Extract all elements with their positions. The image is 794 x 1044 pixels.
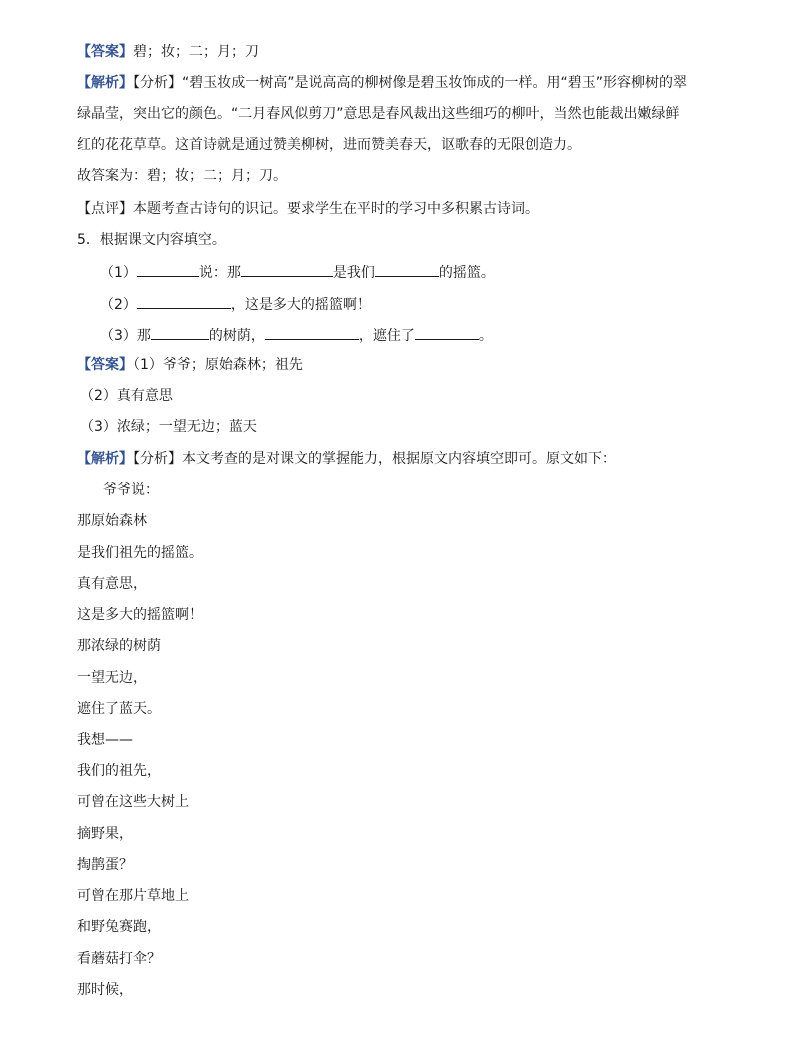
poem-line: 我们的祖先， bbox=[77, 763, 161, 779]
poem-line: 和野兔赛跑， bbox=[77, 919, 161, 935]
comment-tag: 【点评】 bbox=[77, 201, 133, 217]
q5-item-3-num: （3） bbox=[100, 328, 137, 344]
analysis-tag: 【解析】 bbox=[77, 75, 133, 91]
poem-line: 一望无边， bbox=[77, 670, 147, 686]
q4-analysis-line-1 bbox=[77, 73, 687, 93]
poem-line: 遮住了蓝天。 bbox=[77, 701, 161, 717]
poem-line: 可曾在这些大树上 bbox=[77, 794, 189, 810]
answer-tag: 【答案】 bbox=[77, 44, 133, 60]
q4-answer-line bbox=[77, 42, 259, 62]
analysis-sub-tag: 【分析】 bbox=[133, 75, 182, 91]
q5-item-1-text-3: 的摇篮。 bbox=[438, 265, 495, 281]
poem-line: 我想—— bbox=[77, 732, 133, 748]
poem-line: 真有意思， bbox=[77, 576, 147, 592]
poem-line: 那浓绿的树荫 bbox=[77, 638, 161, 654]
q5-item-1-text-1: 说：那 bbox=[198, 265, 241, 281]
q5-title: 5．根据课文内容填空。 bbox=[77, 232, 226, 248]
q5-analysis-text: 本文考查的是对课文的掌握能力，根据原文内容填空即可。原文如下： bbox=[182, 451, 616, 467]
q4-final-answer: 故答案为：碧；妆；二；月；刀。 bbox=[77, 168, 287, 184]
poem-line: 看蘑菇打伞？ bbox=[77, 951, 161, 967]
blank-3-3 bbox=[415, 324, 479, 340]
q5-item-3 bbox=[100, 324, 493, 346]
poem-line: 摘野果， bbox=[77, 826, 133, 842]
q4-answer-text: 碧；妆；二；月；刀 bbox=[133, 44, 259, 60]
q5-item-3-text-1: 那 bbox=[136, 328, 151, 344]
blank-1-1 bbox=[137, 261, 199, 277]
poem-line: 掏鹊蛋？ bbox=[77, 857, 133, 873]
blank-1-3 bbox=[375, 261, 439, 277]
q5-answer-line-2: （2）真有意思 bbox=[80, 388, 173, 404]
q5-item-1-num: （1） bbox=[100, 265, 137, 281]
q4-comment-line bbox=[77, 199, 539, 219]
q5-item-2-num: （2） bbox=[100, 297, 137, 313]
blank-3-2 bbox=[265, 324, 359, 340]
poem-line: 那时候， bbox=[77, 982, 133, 998]
blank-1-2 bbox=[241, 261, 333, 277]
poem-line: 是我们祖先的摇篮。 bbox=[77, 545, 203, 561]
q5-item-3-text-2: 的树荫， bbox=[208, 328, 265, 344]
q5-item-1-text-2: 是我们 bbox=[332, 265, 375, 281]
q5-item-3-text-4: 。 bbox=[478, 328, 493, 344]
poem-line: 这是多大的摇篮啊！ bbox=[77, 607, 203, 623]
analysis-tag: 【解析】 bbox=[77, 451, 133, 467]
q5-item-2 bbox=[100, 293, 371, 315]
q5-item-3-text-3: ，遮住了 bbox=[358, 328, 415, 344]
q4-analysis-text-1: “碧玉妆成一树高”是说高高的柳树像是碧玉妆饰成的一样。用“碧玉”形容柳树的翠 bbox=[182, 75, 688, 91]
q4-analysis-line-3: 红的花花草草。这首诗就是通过赞美柳树，进而赞美春天，讴歌春的无限创造力。 bbox=[77, 137, 581, 153]
answer-tag: 【答案】 bbox=[77, 357, 133, 373]
q5-answer-line-3: （3）浓绿；一望无边；蓝天 bbox=[80, 419, 257, 435]
poem-line: 那原始森林 bbox=[77, 513, 147, 529]
q5-analysis-line bbox=[77, 449, 616, 469]
q4-analysis-line-2: 绿晶莹，突出它的颜色。“二月春风似剪刀”意思是春风裁出这些细巧的柳叶，当然也能裁出嫩绿鲜 bbox=[77, 106, 680, 122]
q5-answer-1: （1）爷爷；原始森林；祖先 bbox=[133, 357, 303, 373]
poem-line: 爷爷说： bbox=[103, 482, 159, 498]
q4-comment-text: 本题考查古诗句的识记。要求学生在平时的学习中多积累古诗词。 bbox=[133, 201, 539, 217]
blank-2-1 bbox=[137, 293, 231, 309]
analysis-sub-tag: 【分析】 bbox=[133, 451, 182, 467]
blank-3-1 bbox=[151, 324, 209, 340]
q5-answer-line-1 bbox=[77, 355, 303, 375]
poem-line: 可曾在那片草地上 bbox=[77, 888, 189, 904]
q5-item-1 bbox=[100, 261, 495, 283]
q5-item-2-text-1: ，这是多大的摇篮啊！ bbox=[230, 297, 371, 313]
